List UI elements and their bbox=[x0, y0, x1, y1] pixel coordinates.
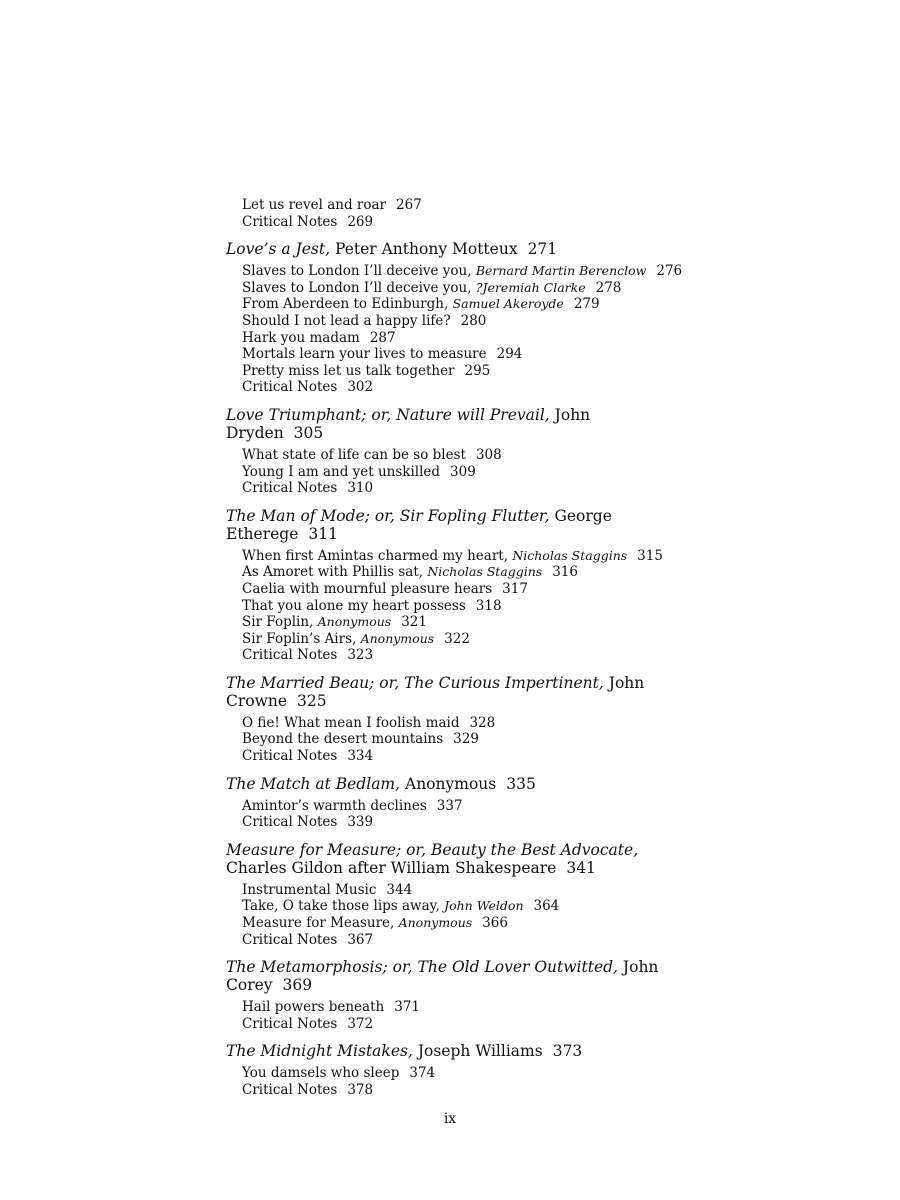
toc-work-group bbox=[226, 240, 686, 396]
toc-work-group bbox=[226, 958, 686, 1032]
work-author: John Corey bbox=[226, 958, 659, 995]
work-heading bbox=[226, 958, 686, 994]
work-page: 369 bbox=[282, 976, 313, 995]
toc-entry bbox=[226, 1082, 686, 1099]
toc-entry bbox=[226, 447, 686, 464]
entry-page: 337 bbox=[436, 797, 463, 814]
table-of-contents bbox=[226, 197, 686, 1099]
entry-composer: Anonymous bbox=[360, 630, 435, 646]
entry-page: 309 bbox=[450, 463, 476, 480]
entry-page: 323 bbox=[347, 647, 374, 664]
toc-entry bbox=[226, 731, 686, 748]
work-author: Charles Gildon after William Shakespeare bbox=[226, 858, 557, 877]
toc-entry bbox=[226, 1065, 686, 1082]
toc-work-group bbox=[226, 841, 686, 948]
work-title: The Match at Bedlam, bbox=[226, 774, 401, 793]
entry-page: 302 bbox=[347, 379, 374, 396]
work-title: Love Triumphant; or, Nature will Prevail, bbox=[226, 405, 550, 424]
work-author: George Etherege bbox=[226, 506, 612, 543]
work-author: John Crowne bbox=[226, 673, 645, 710]
toc-entry bbox=[226, 748, 686, 765]
work-page: 341 bbox=[566, 858, 596, 877]
toc-work-group bbox=[226, 507, 686, 664]
entry-title: Critical Notes bbox=[242, 814, 338, 831]
work-page: 325 bbox=[297, 691, 327, 710]
entry-page: 339 bbox=[347, 814, 374, 831]
entry-title: Young I am and yet unskilled bbox=[242, 463, 441, 480]
work-title: The Midnight Mistakes, bbox=[226, 1042, 413, 1061]
toc-entry bbox=[226, 647, 686, 664]
toc-entry bbox=[226, 346, 686, 363]
toc-entry bbox=[226, 814, 686, 831]
entry-title: From Aberdeen to Edinburgh, bbox=[242, 296, 449, 313]
entry-page: 295 bbox=[464, 362, 491, 379]
entry-title: Sir Foplin, bbox=[242, 614, 314, 631]
entry-page: 322 bbox=[444, 630, 470, 647]
toc-entry bbox=[226, 214, 686, 231]
work-title: Love’s a Jest, bbox=[226, 240, 331, 259]
entry-page: 334 bbox=[347, 748, 374, 765]
entry-title: That you alone my heart possess bbox=[242, 597, 466, 614]
work-heading bbox=[226, 674, 686, 710]
work-title: The Man of Mode; or, Sir Fopling Flutter, bbox=[226, 506, 550, 525]
toc-entry bbox=[226, 363, 686, 380]
entry-composer: Bernard Martin Berenclow bbox=[475, 263, 647, 279]
entry-page: 269 bbox=[347, 213, 374, 230]
page-number: ix bbox=[443, 1111, 457, 1127]
entry-page: 287 bbox=[369, 329, 396, 346]
entry-page: 279 bbox=[573, 296, 600, 313]
toc-entry bbox=[226, 564, 686, 581]
work-page: 373 bbox=[552, 1042, 583, 1061]
work-heading bbox=[226, 507, 686, 543]
entry-title: Mortals learn your lives to measure bbox=[242, 346, 487, 363]
entry-title: Instrumental Music bbox=[242, 881, 377, 898]
entry-title: Measure for Measure, bbox=[242, 915, 395, 932]
entry-title: Critical Notes bbox=[242, 647, 338, 664]
entry-title: Hark you madam bbox=[242, 329, 360, 346]
entry-page: 374 bbox=[409, 1065, 436, 1082]
entry-composer: Nicholas Staggins bbox=[512, 547, 628, 563]
entry-title: As Amoret with Phillis sat, bbox=[242, 564, 424, 581]
entry-page: 367 bbox=[347, 931, 374, 948]
entry-title: Hail powers beneath bbox=[242, 999, 385, 1016]
toc-entry bbox=[226, 715, 686, 732]
entry-title: Critical Notes bbox=[242, 931, 338, 948]
entry-page: 328 bbox=[469, 714, 496, 731]
toc-entry bbox=[226, 614, 686, 631]
toc-entry bbox=[226, 631, 686, 648]
work-page: 335 bbox=[506, 774, 536, 793]
work-page: 305 bbox=[293, 423, 324, 442]
entry-page: 278 bbox=[595, 279, 622, 296]
work-heading bbox=[226, 775, 686, 793]
work-title: Measure for Measure; or, Beauty the Best Advocate, bbox=[226, 840, 639, 859]
work-author: Peter Anthony Motteux bbox=[334, 240, 518, 259]
entry-page: 315 bbox=[637, 547, 663, 564]
toc-entry bbox=[226, 798, 686, 815]
toc-entry bbox=[226, 313, 686, 330]
entry-title: Critical Notes bbox=[242, 213, 338, 230]
entry-title: Critical Notes bbox=[242, 1015, 338, 1032]
work-page: 271 bbox=[527, 240, 558, 259]
entry-title: Let us revel and roar bbox=[242, 197, 387, 213]
toc-entry bbox=[226, 581, 686, 598]
toc-work-group bbox=[226, 775, 686, 831]
entry-page: 294 bbox=[496, 346, 523, 363]
entry-page: 344 bbox=[386, 881, 413, 898]
toc-entry bbox=[226, 598, 686, 615]
entry-composer: Anonymous bbox=[398, 915, 473, 931]
toc-entry bbox=[226, 379, 686, 396]
entry-title: When first Amintas charmed my heart, bbox=[242, 547, 509, 564]
toc-entry bbox=[226, 882, 686, 899]
entry-title: Critical Notes bbox=[242, 748, 338, 765]
entry-page: 372 bbox=[347, 1015, 374, 1032]
entry-page: 329 bbox=[453, 731, 479, 748]
work-author: Joseph Williams bbox=[417, 1042, 543, 1061]
entry-title: Critical Notes bbox=[242, 1082, 338, 1098]
toc-entry bbox=[226, 296, 686, 313]
work-heading bbox=[226, 841, 686, 877]
toc-entry bbox=[226, 915, 686, 932]
toc-work-group bbox=[226, 674, 686, 765]
work-heading bbox=[226, 406, 686, 442]
entry-title: You damsels who sleep bbox=[242, 1065, 400, 1082]
toc-entry bbox=[226, 548, 686, 565]
entry-page: 366 bbox=[482, 915, 508, 932]
entry-composer: Anonymous bbox=[317, 614, 392, 630]
work-author: John Dryden bbox=[226, 405, 591, 442]
entry-page: 267 bbox=[396, 197, 422, 213]
entry-title: Critical Notes bbox=[242, 379, 338, 396]
entry-composer: ?Jeremiah Clarke bbox=[475, 279, 586, 295]
toc-work-group bbox=[226, 406, 686, 497]
entry-page: 310 bbox=[347, 480, 374, 497]
toc-entry bbox=[226, 999, 686, 1016]
work-heading bbox=[226, 240, 686, 258]
toc-entry bbox=[226, 330, 686, 347]
entry-title: Should I not lead a happy life? bbox=[242, 312, 451, 329]
entry-composer: John Weldon bbox=[444, 898, 524, 914]
entry-title: Slaves to London I’ll deceive you, bbox=[242, 263, 472, 280]
entry-page: 318 bbox=[475, 597, 502, 614]
entry-title: Take, O take those lips away, bbox=[242, 898, 440, 915]
entry-title: O fie! What mean I foolish maid bbox=[242, 714, 460, 731]
toc-work-group bbox=[226, 1042, 686, 1098]
toc-entry bbox=[226, 263, 686, 280]
entry-page: 364 bbox=[533, 898, 560, 915]
entry-page: 280 bbox=[460, 312, 487, 329]
toc-entry bbox=[226, 480, 686, 497]
entry-page: 276 bbox=[656, 263, 683, 280]
entry-page: 317 bbox=[502, 580, 528, 597]
entry-composer: Samuel Akeroyde bbox=[452, 296, 564, 312]
work-heading bbox=[226, 1042, 686, 1060]
entry-title: Caelia with mournful pleasure hears bbox=[242, 580, 493, 597]
entry-title: Amintor’s warmth declines bbox=[242, 797, 427, 814]
entry-page: 371 bbox=[394, 999, 420, 1016]
toc-work-group bbox=[226, 197, 686, 230]
work-author: Anonymous bbox=[405, 774, 497, 793]
entry-composer: Nicholas Staggins bbox=[427, 564, 543, 580]
toc-entry bbox=[226, 932, 686, 949]
entry-title: Critical Notes bbox=[242, 480, 338, 497]
entry-title: Slaves to London I’ll deceive you, bbox=[242, 279, 472, 296]
entry-page: 321 bbox=[401, 614, 427, 631]
entry-page: 308 bbox=[475, 446, 502, 463]
entry-page: 378 bbox=[347, 1082, 374, 1098]
toc-entry bbox=[226, 1016, 686, 1033]
toc-entry bbox=[226, 898, 686, 915]
toc-entry bbox=[226, 464, 686, 481]
entry-title: What state of life can be so blest bbox=[242, 446, 466, 463]
entry-page: 316 bbox=[552, 564, 578, 581]
toc-entry bbox=[226, 197, 686, 214]
entry-title: Sir Foplin’s Airs, bbox=[242, 630, 357, 647]
entry-title: Pretty miss let us talk together bbox=[242, 362, 455, 379]
work-page: 311 bbox=[308, 524, 338, 543]
toc-entry bbox=[226, 280, 686, 297]
entry-title: Beyond the desert mountains bbox=[242, 731, 444, 748]
work-title: The Metamorphosis; or, The Old Lover Outwitted, bbox=[226, 958, 618, 977]
work-title: The Married Beau; or, The Curious Impertinent, bbox=[226, 673, 604, 692]
